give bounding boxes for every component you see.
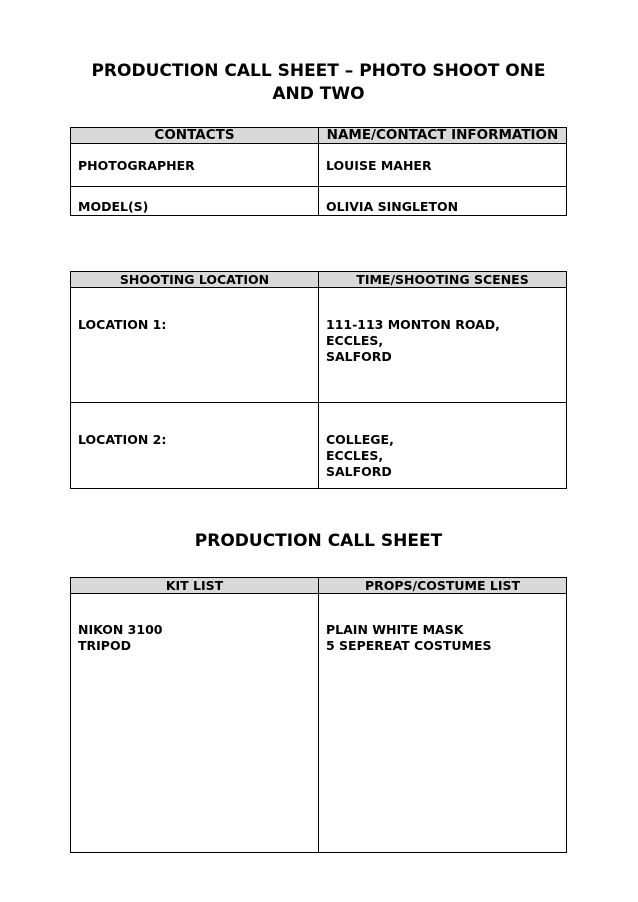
table-row <box>71 187 567 216</box>
location-2-address-line: SALFORD <box>326 464 392 479</box>
page-title-line-2: AND TWO <box>272 84 365 104</box>
kit-table <box>70 577 567 853</box>
contacts-header: CONTACTS <box>71 128 319 144</box>
location-header-row <box>71 272 567 288</box>
kit-item: TRIPOD <box>78 638 131 653</box>
section-title: PRODUCTION CALL SHEET <box>194 531 443 551</box>
table-row <box>71 144 567 187</box>
time-scenes-header: TIME/SHOOTING SCENES <box>319 272 567 288</box>
location-1-address-line: ECCLES, <box>326 333 384 348</box>
props-list-header: PROPS/COSTUME LIST <box>319 578 567 594</box>
props-item: PLAIN WHITE MASK <box>326 622 464 637</box>
contacts-header-row <box>71 128 567 144</box>
shooting-location-header: SHOOTING LOCATION <box>71 272 319 288</box>
location-2-label: LOCATION 2: <box>71 403 319 489</box>
location-2-address-line: COLLEGE, <box>326 432 394 447</box>
table-row <box>71 288 567 403</box>
table-row <box>71 594 567 853</box>
page-title-line-1: PRODUCTION CALL SHEET – PHOTO SHOOT ONE <box>91 61 546 81</box>
location-2-address <box>319 403 567 489</box>
location-table <box>70 271 567 489</box>
kit-item: NIKON 3100 <box>78 622 163 637</box>
table-row <box>71 403 567 489</box>
kit-list-header: KIT LIST <box>71 578 319 594</box>
contacts-table <box>70 127 567 216</box>
kit-list <box>71 594 319 853</box>
location-1-address <box>319 288 567 403</box>
props-item: 5 SEPEREAT COSTUMES <box>326 638 492 653</box>
photographer-name: LOUISE MAHER <box>319 144 567 187</box>
page-title <box>70 60 567 106</box>
location-1-address-line: SALFORD <box>326 349 392 364</box>
models-name: OLIVIA SINGLETON <box>319 187 567 216</box>
location-1-label: LOCATION 1: <box>71 288 319 403</box>
props-list <box>319 594 567 853</box>
contact-info-header: NAME/CONTACT INFORMATION <box>319 128 567 144</box>
kit-header-row <box>71 578 567 594</box>
models-label: MODEL(S) <box>71 187 319 216</box>
photographer-label: PHOTOGRAPHER <box>71 144 319 187</box>
location-2-address-line: ECCLES, <box>326 448 384 463</box>
location-1-address-line: 111-113 MONTON ROAD, <box>326 317 500 332</box>
